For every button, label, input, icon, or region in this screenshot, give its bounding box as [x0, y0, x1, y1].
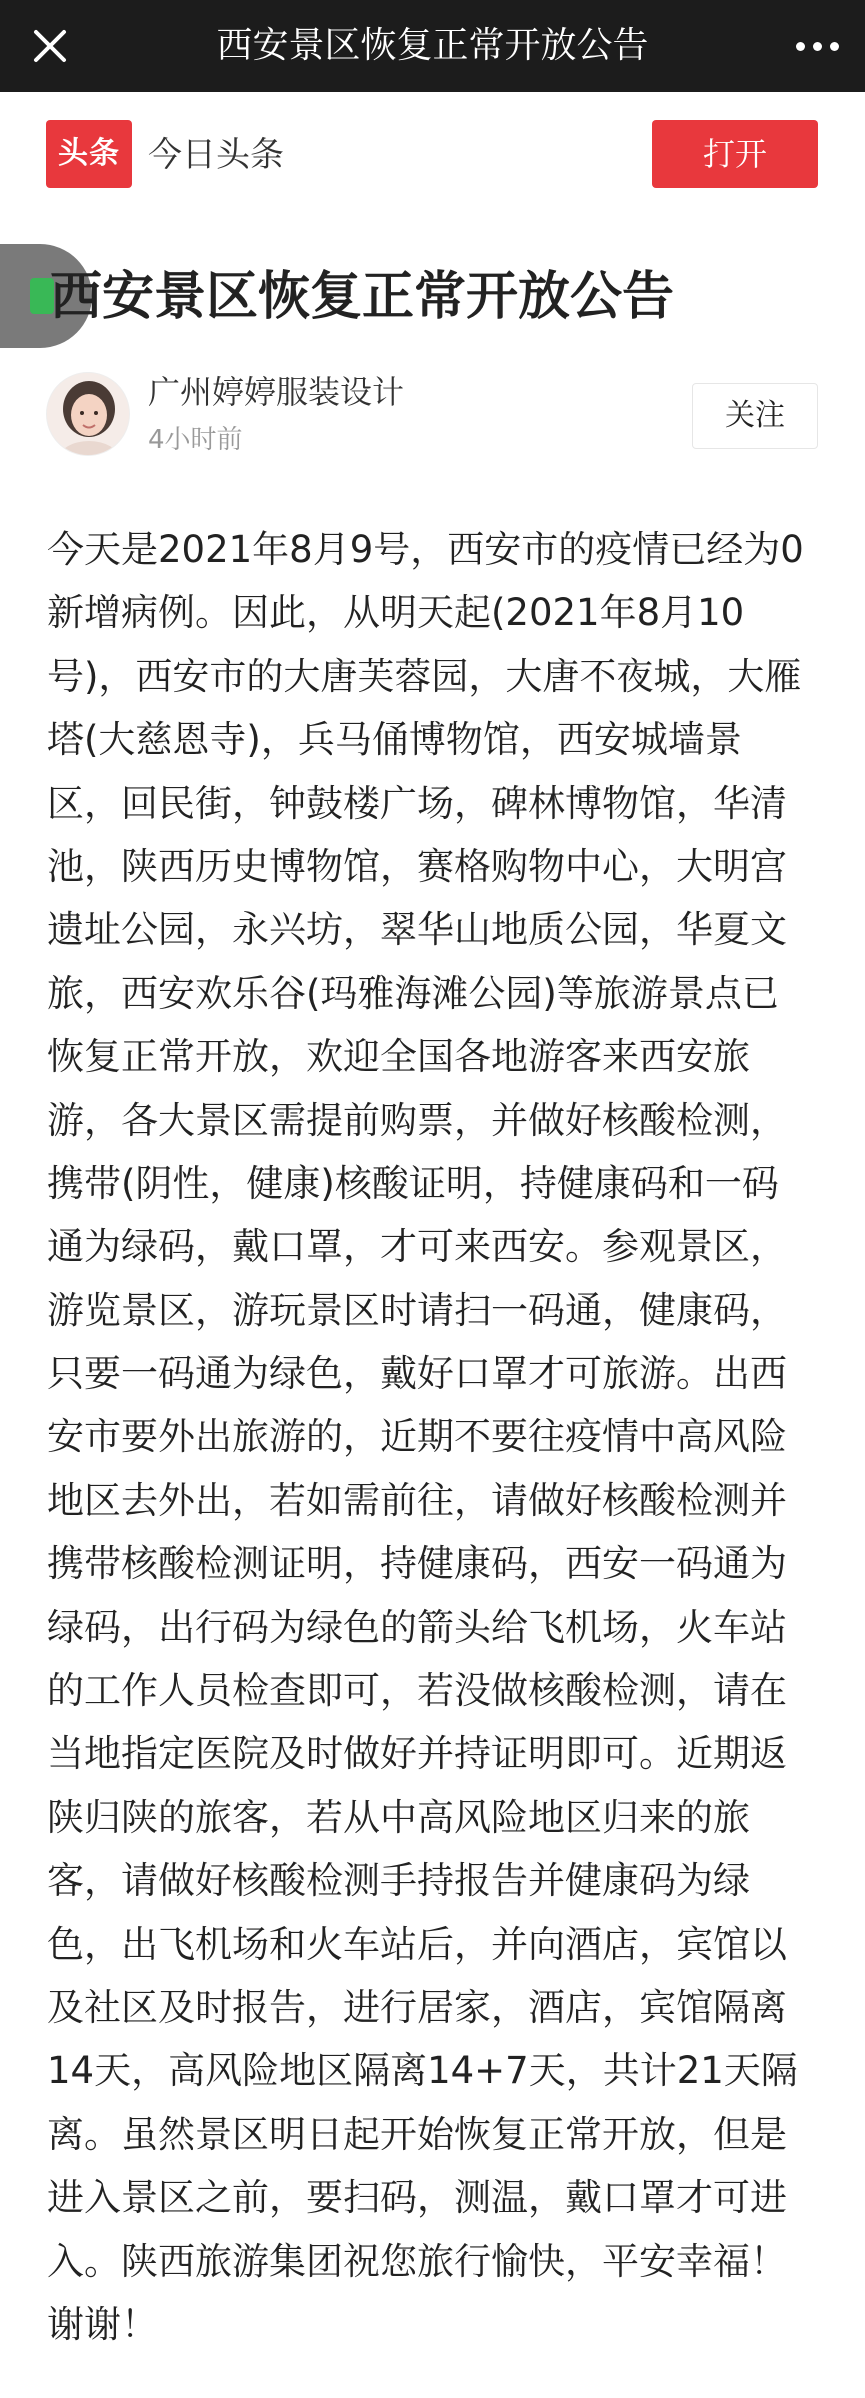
- article-line: 离。虽然景区明日起开始恢复正常开放，但是: [47, 2112, 787, 2156]
- article-line: 地区去外出，若如需前往，请做好核酸检测并: [47, 1478, 787, 1522]
- article-line: 携带核酸检测证明，持健康码，西安一码通为: [47, 1542, 787, 1586]
- more-icon[interactable]: [787, 22, 847, 70]
- article-line: 携带(阴性，健康)核酸证明，持健康码和一码: [47, 1161, 779, 1205]
- article-line: 通为绿码，戴口罩，才可来西安。参观景区，: [47, 1225, 787, 1269]
- avatar[interactable]: [46, 372, 130, 456]
- article-line: 客，请做好核酸检测手持报告并健康码为绿: [47, 1859, 750, 1903]
- article-line: 入。陕西旅游集团祝您旅行愉快，平安幸福！: [47, 2239, 787, 2283]
- publish-time: 4小时前: [148, 425, 243, 455]
- open-app-button[interactable]: 打开: [652, 120, 818, 188]
- article-line: 安市要外出旅游的，近期不要往疫情中高风险: [47, 1415, 787, 1459]
- app-logo: 头条: [46, 120, 132, 188]
- top-bar: [0, 0, 865, 92]
- article-line: 池，陕西历史博物馆，赛格购物中心，大明宫: [47, 844, 787, 888]
- article-line: 当地指定医院及时做好并持证明即可。近期返: [47, 1732, 787, 1776]
- article-line: 的工作人员检查即可，若没做核酸检测，请在: [47, 1669, 787, 1713]
- article-body: [47, 518, 822, 2356]
- article-line: 谢谢！: [47, 2302, 158, 2346]
- article-headline: 西安景区恢复正常开放公告: [50, 267, 675, 327]
- article-line: 今天是2021年8月9号，西安市的疫情已经为0: [47, 528, 804, 571]
- article-line: 色，出飞机场和火车站后，并向酒店，宾馆以: [47, 1922, 787, 1966]
- article-line: 区，回民街，钟鼓楼广场，碑林博物馆，华清: [47, 781, 787, 825]
- article-line: 遗址公园，永兴坊，翠华山地质公园，华夏文: [47, 908, 787, 952]
- article-line: 号)，西安市的大唐芙蓉园，大唐不夜城，大雁: [47, 654, 802, 698]
- article-line: 进入景区之前，要扫码，测温，戴口罩才可进: [47, 2176, 787, 2220]
- app-name: 今日头条: [148, 135, 284, 175]
- author-name[interactable]: 广州婷婷服装设计: [148, 373, 405, 411]
- article-line: 恢复正常开放，欢迎全国各地游客来西安旅: [47, 1035, 750, 1079]
- article-line: 绿码，出行码为绿色的箭头给飞机场，火车站: [47, 1605, 787, 1649]
- page-title: 西安景区恢复正常开放公告: [216, 25, 649, 66]
- article-line: 只要一码通为绿色，戴好口罩才可旅游。出西: [47, 1352, 787, 1396]
- article-line: 陕归陕的旅客，若从中高风险地区归来的旅: [47, 1795, 750, 1839]
- article-line: 游览景区，游玩景区时请扫一码通，健康码，: [47, 1288, 787, 1332]
- follow-button[interactable]: 关注: [692, 383, 818, 449]
- article-line: 塔(大慈恩寺)，兵马俑博物馆，西安城墙景: [47, 718, 742, 762]
- article-line: 及社区及时报告，进行居家，酒店，宾馆隔离: [47, 1985, 787, 2029]
- article-line: 14天，高风险地区隔离14+7天，共计21天隔: [47, 2049, 798, 2093]
- article-line: 旅，西安欢乐谷(玛雅海滩公园)等旅游景点已: [47, 971, 779, 1015]
- article-line: 新增病例。因此，从明天起(2021年8月10: [47, 591, 745, 635]
- article-line: 游，各大景区需提前购票，并做好核酸检测，: [47, 1098, 787, 1142]
